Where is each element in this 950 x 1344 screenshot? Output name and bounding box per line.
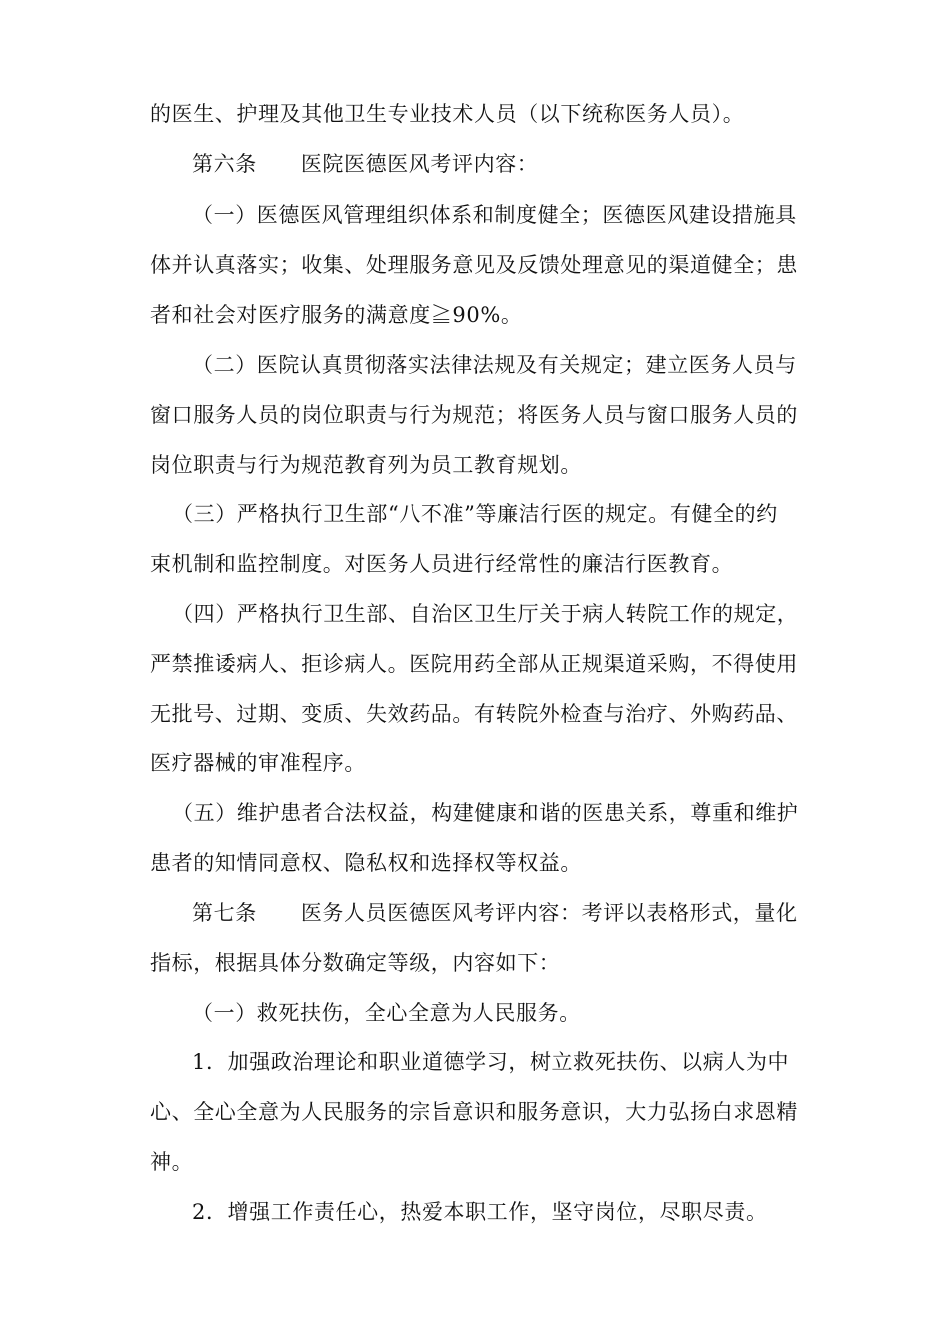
- article-number: 第六条: [192, 152, 257, 176]
- text-line: 窗口服务人员的岗位职责与行为规范；将医务人员与窗口服务人员的: [150, 403, 798, 427]
- text-line: 严禁推诿病人、拒诊病人。医院用药全部从正规渠道采购，不得使用: [150, 652, 798, 676]
- text-line: 1．加强政治理论和职业道德学习，树立救死扶伤、以病人为中: [192, 1050, 790, 1074]
- text-line: 神。: [150, 1150, 194, 1174]
- text-line: 患者的知情同意权、隐私权和选择权等权益。: [150, 851, 582, 875]
- text-line: 无批号、过期、变质、失效药品。有转院外检查与治疗、外购药品、: [150, 702, 798, 726]
- text-line: 的医生、护理及其他卫生专业技术人员（以下统称医务人员）。: [150, 102, 745, 126]
- text-line: 2．增强工作责任心，热爱本职工作，坚守岗位，尽职尽责。: [192, 1200, 768, 1224]
- text-line: （三）严格执行卫生部“八不准”等廉洁行医的规定。有健全的约: [172, 502, 778, 526]
- text-line: 医疗器械的审准程序。: [150, 751, 366, 775]
- article-seven-heading: [192, 896, 852, 930]
- text-line: （一）医德医风管理组织体系和制度健全；医德医风建设措施具: [192, 203, 797, 227]
- text-line: 束机制和监控制度。对医务人员进行经常性的廉洁行医教育。: [150, 552, 734, 576]
- text-line: 指标，根据具体分数确定等级，内容如下：: [150, 951, 561, 975]
- article-title: 医务人员医德医风考评内容：考评以表格形式，量化: [300, 901, 798, 925]
- article-title: 医院医德医风考评内容：: [300, 152, 539, 176]
- text-line: （二）医院认真贯彻落实法律法规及有关规定；建立医务人员与: [192, 353, 797, 377]
- text-line: （四）严格执行卫生部、自治区卫生厅关于病人转院工作的规定，: [172, 602, 799, 626]
- text-line: （五）维护患者合法权益，构建健康和谐的医患关系，尊重和维护: [172, 801, 799, 825]
- article-number: 第七条: [192, 901, 257, 925]
- article-six-heading: [192, 147, 852, 181]
- text-line: 体并认真落实；收集、处理服务意见及反馈处理意见的渠道健全；患: [150, 253, 798, 277]
- text-line: 者和社会对医疗服务的满意度≧90%。: [150, 303, 523, 327]
- text-line: （一）救死扶伤，全心全意为人民服务。: [192, 1001, 581, 1025]
- text-line: 岗位职责与行为规范教育列为员工教育规划。: [150, 453, 582, 477]
- text-line: 心、全心全意为人民服务的宗旨意识和服务意识，大力弘扬白求恩精: [150, 1100, 798, 1124]
